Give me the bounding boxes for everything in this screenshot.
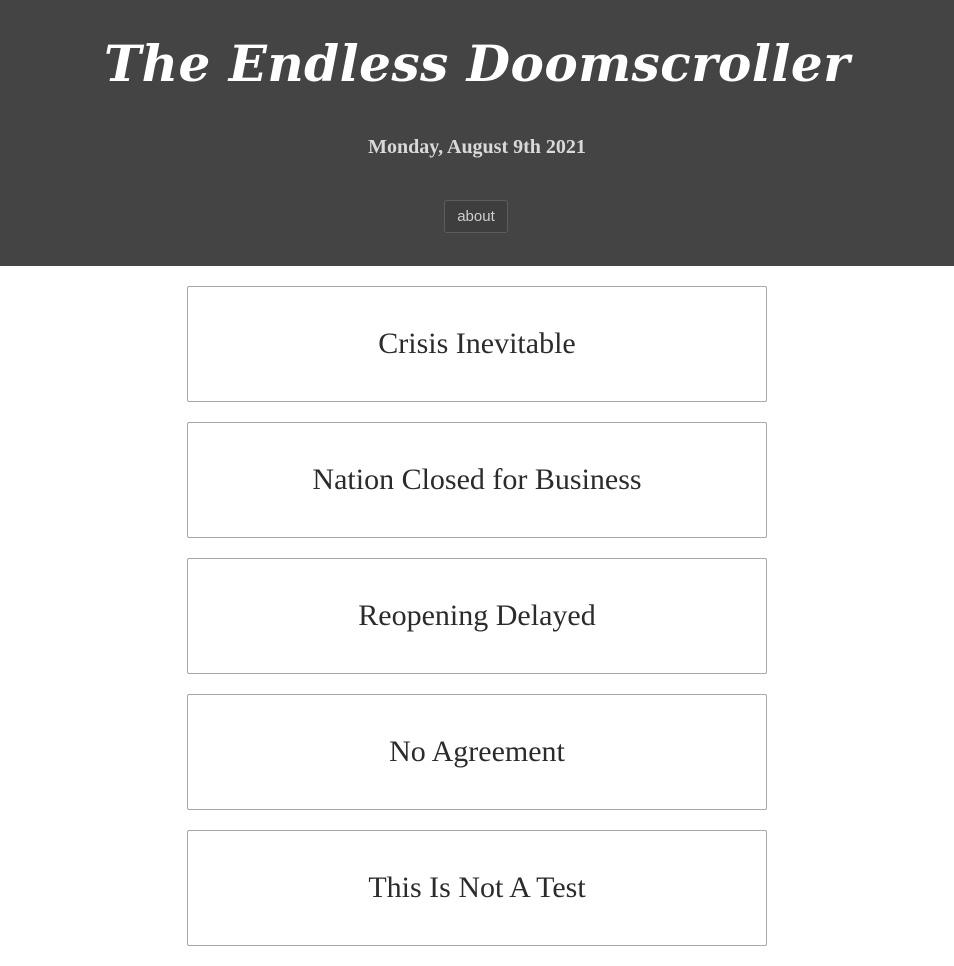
- site-title: The Endless Doomscroller: [103, 34, 851, 93]
- headline-card[interactable]: [187, 558, 767, 674]
- headline-card[interactable]: [187, 694, 767, 810]
- headline-text: This Is Not A Test: [368, 871, 586, 904]
- headline-text: Nation Closed for Business: [312, 463, 642, 496]
- site-date: Monday, August 9th 2021: [368, 136, 586, 158]
- headline-text: No Agreement: [389, 735, 565, 768]
- about-button[interactable]: about: [444, 200, 508, 233]
- headline-card[interactable]: [187, 422, 767, 538]
- headline-text: Reopening Delayed: [358, 599, 596, 632]
- headline-card[interactable]: [187, 286, 767, 402]
- headline-feed: [187, 286, 767, 966]
- headline-card[interactable]: [187, 830, 767, 946]
- masthead: [0, 0, 954, 266]
- headline-text: Crisis Inevitable: [378, 327, 576, 360]
